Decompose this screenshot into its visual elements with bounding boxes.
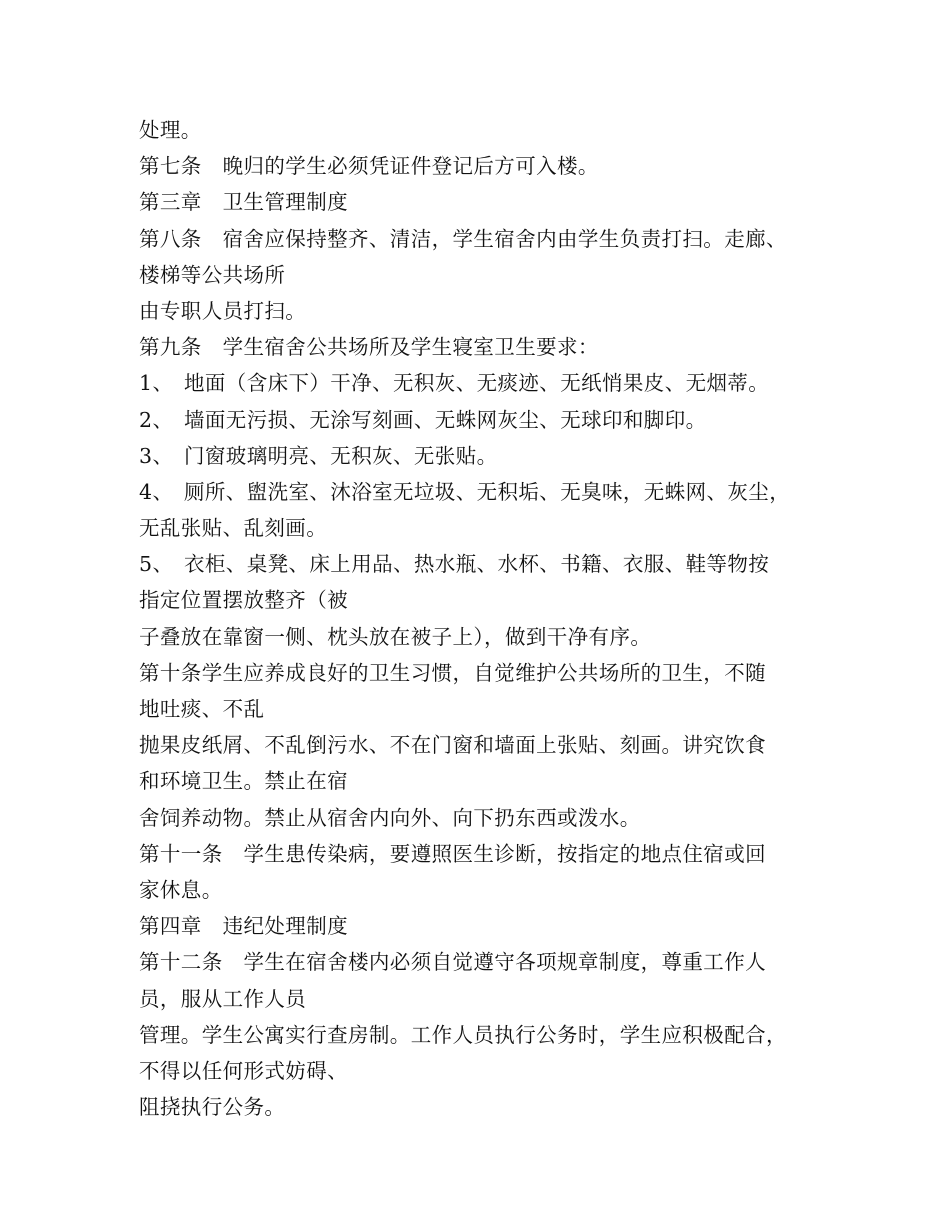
text-line: 和环境卫生。禁止在宿 [139,769,348,794]
text-line: 由专职人员打扫。 [139,298,307,323]
list-item-5: 5、 衣柜、桌凳、床上用品、热水瓶、水杯、书籍、衣服、鞋等物按 [139,552,770,577]
list-item-2: 2、 墙面无污损、无涂写刻画、无蛛网灰尘、无球印和脚印。 [139,407,707,432]
text-line: 指定位置摆放整齐（被 [139,588,348,613]
text-line: 管理。学生公寓实行查房制。工作人员执行公务时，学生应积极配合， [139,1022,787,1047]
article-11: 第十一条 学生患传染病，要遵照医生诊断，按指定的地点住宿或回 [139,841,766,866]
text-line: 地吐痰、不乱 [139,697,265,721]
list-item-4: 4、 厕所、盥洗室、沐浴室无垃圾、无积垢、无臭味，无蛛网、灰尘， [139,479,791,504]
text-line: 家休息。 [139,877,223,902]
chapter-4-heading: 第四章 违纪处理制度 [139,914,348,939]
article-9: 第九条 学生宿舍公共场所及学生寝室卫生要求： [139,335,599,360]
article-12: 第十二条 学生在宿舍楼内必须自觉遵守各项规章制度，尊重工作人 [139,950,766,975]
text-line: 员，服从工作人员 [139,986,307,1011]
text-line: 抛果皮纸屑、不乱倒污水、不在门窗和墙面上张贴、刻画。讲究饮食 [139,733,766,758]
text-line: 处理。 [139,118,202,142]
text-line: 子叠放在靠窗一侧、枕头放在被子上），做到干净有序。 [139,624,652,649]
list-item-1: 1、 地面（含床下）干净、无积灰、无痰迹、无纸悄果皮、无烟蒂。 [139,371,770,396]
document-body [139,112,829,1125]
article-10: 第十条学生应养成良好的卫生习惯，自觉维护公共场所的卫生，不随 [139,660,766,685]
text-line: 阻挠执行公务。 [139,1095,286,1120]
text-line: 无乱张贴、乱刻画。 [139,516,328,541]
text-line: 楼梯等公共场所 [139,262,286,287]
article-7: 第七条 晚归的学生必须凭证件登记后方可入楼。 [139,154,599,179]
list-item-3: 3、 门窗玻璃明亮、无积灰、无张贴。 [139,443,498,468]
text-line: 不得以任何形式妨碍、 [139,1058,348,1083]
text-line: 舍饲养动物。禁止从宿舍内向外、向下扔东西或泼水。 [139,805,641,830]
chapter-3-heading: 第三章 卫生管理制度 [139,190,348,215]
article-8: 第八条 宿舍应保持整齐、清洁，学生宿舍内由学生负责打扫。走廊、 [139,226,787,251]
